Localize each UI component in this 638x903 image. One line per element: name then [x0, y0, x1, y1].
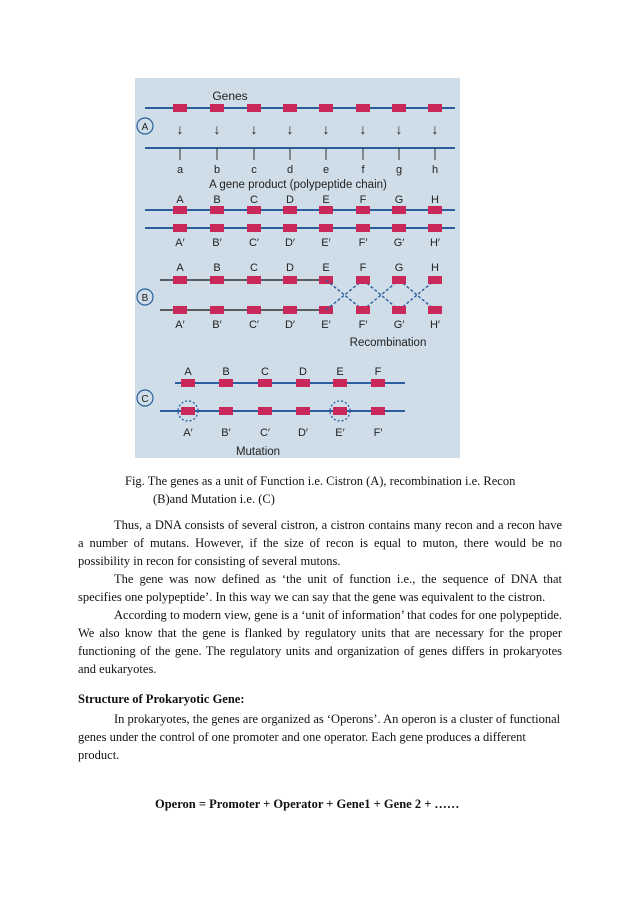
prime-3: D′: [284, 237, 296, 249]
upper-b2-5: F: [359, 262, 367, 274]
gene-b1p-7: [428, 224, 442, 232]
upper-b2-1: B: [213, 262, 221, 274]
upper-C: C: [250, 194, 258, 206]
c-upper-0: A: [184, 366, 192, 378]
arrow-down-2: ↓: [250, 121, 258, 137]
gene-a-1: [210, 104, 224, 112]
gene-b1-3: [283, 206, 297, 214]
prime-b2-7: H′: [429, 319, 441, 331]
lower-letter-c: c: [251, 164, 257, 176]
lower-letter-e: e: [322, 164, 330, 176]
upper-b2-6: G: [394, 262, 404, 274]
prime-b2-4: E′: [321, 319, 331, 331]
gene-b2p-1: [210, 306, 224, 314]
upper-F: F: [359, 194, 367, 206]
c-prime-0: A′: [183, 427, 193, 439]
gene-c-3: [296, 379, 310, 387]
caption-line-2: (B)and Mutation i.e. (C): [153, 492, 275, 506]
caption-line-1: Fig. The genes as a unit of Function i.e. Cistron (A), recombination i.e. Recon: [125, 474, 516, 488]
c-upper-1: B: [222, 366, 230, 378]
lower-letter-f: f: [361, 164, 365, 176]
upper-b2-3: D: [286, 262, 294, 274]
prime-4: E′: [321, 237, 331, 249]
gene-b1-2: [247, 206, 261, 214]
gene-b2rp-0: [356, 306, 370, 314]
c-upper-4: E: [336, 366, 344, 378]
gene-b2rp-2: [428, 306, 442, 314]
prime-b2-2: C′: [248, 319, 260, 331]
gene-cp-0: [181, 407, 195, 415]
c-prime-2: C′: [259, 427, 271, 439]
gene-a-6: [392, 104, 406, 112]
gene-cp-3: [296, 407, 310, 415]
gene-a-5: [356, 104, 370, 112]
figure-caption: [125, 472, 545, 508]
upper-G: G: [394, 194, 404, 206]
panel-a-label: A: [141, 122, 149, 133]
prime-0: A′: [175, 237, 185, 249]
paragraph-operon: In prokaryotes, the genes are organized as ‘Operons’. An operon is a cluster of functional genes under the control of one promoter and one operator. Each gene produces a different product.: [78, 712, 561, 762]
prime-b2-3: D′: [284, 319, 296, 331]
gene-b2rp-1: [392, 306, 406, 314]
gene-b1-7: [428, 206, 442, 214]
operon-formula: Operon = Promoter + Operator + Gene1 + Gene 2 + ……: [155, 797, 460, 811]
gene-product-label: A gene product (polypeptide chain): [209, 179, 387, 191]
gene-b1p-5: [356, 224, 370, 232]
arrow-down-1: ↓: [213, 121, 221, 137]
gene-c-2: [258, 379, 272, 387]
gene-c-0: [181, 379, 195, 387]
gene-b2r-0: [356, 276, 370, 284]
gene-b2-3: [283, 276, 297, 284]
upper-b2-4: E: [322, 262, 330, 274]
c-prime-3: D′: [297, 427, 309, 439]
arrow-down-7: ↓: [431, 121, 439, 137]
arrow-down-0: ↓: [176, 121, 184, 137]
prime-6: G′: [393, 237, 405, 249]
upper-E: E: [322, 194, 330, 206]
mutation-label: Mutation: [235, 446, 281, 458]
panel-c-label: C: [141, 394, 149, 405]
gene-c-5: [371, 379, 385, 387]
gene-b1p-3: [283, 224, 297, 232]
upper-B: B: [213, 194, 221, 206]
gene-a-4: [319, 104, 333, 112]
genetics-figure: [135, 78, 460, 458]
arrow-down-4: ↓: [322, 121, 330, 137]
gene-c-1: [219, 379, 233, 387]
gene-cp-4: [333, 407, 347, 415]
gene-c-4: [333, 379, 347, 387]
gene-b2-1: [210, 276, 224, 284]
paragraph-gene-definition: The gene was now defined as ‘the unit of function i.e., the sequence of DNA that specifies one polypeptide’. In this way we can say that the gene was equivalent to the cistron.: [78, 572, 562, 604]
c-prime-1: B′: [221, 427, 231, 439]
prime-b2-6: G′: [393, 319, 405, 331]
gene-b1-6: [392, 206, 406, 214]
gene-b1p-0: [173, 224, 187, 232]
gene-b2-0: [173, 276, 187, 284]
prime-b2-5: F′: [358, 319, 368, 331]
lower-letter-d: d: [286, 164, 294, 176]
arrow-down-3: ↓: [286, 121, 294, 137]
gene-b1p-2: [247, 224, 261, 232]
prime-b2-0: A′: [175, 319, 185, 331]
paragraph-cistron: Thus, a DNA consists of several cistron, a cistron contains many recon and a recon have a number of mutans. However, if the size of recon is equal to muton, there would be no possibility in recon for consisting of several mutons.: [78, 518, 562, 568]
upper-D: D: [286, 194, 294, 206]
gene-b1p-6: [392, 224, 406, 232]
c-upper-5: F: [374, 366, 382, 378]
gene-a-7: [428, 104, 442, 112]
c-prime-4: E′: [335, 427, 345, 439]
prime-7: H′: [429, 237, 441, 249]
gene-a-2: [247, 104, 261, 112]
lower-letter-b: b: [213, 164, 221, 176]
arrow-down-5: ↓: [359, 121, 367, 137]
genes-label: Genes: [212, 89, 248, 103]
arrow-down-6: ↓: [395, 121, 403, 137]
gene-b2-2: [247, 276, 261, 284]
gene-b1-5: [356, 206, 370, 214]
prime-b2-1: B′: [212, 319, 222, 331]
gene-b1-4: [319, 206, 333, 214]
paragraph-modern-view: According to modern view, gene is a ‘unit of information’ that codes for one polypeptide. We also know that the gene is flanked by regulatory units that are necessary for the proper functioning of the gene. The regulatory units and organization of genes differs in prokaryotes and eukaryotes.: [78, 608, 562, 676]
upper-H: H: [431, 194, 439, 206]
upper-b2-0: A: [176, 262, 184, 274]
section-heading: Structure of Prokaryotic Gene:: [78, 692, 245, 706]
upper-b2-2: C: [250, 262, 258, 274]
c-upper-3: D: [299, 366, 307, 378]
gene-b1p-1: [210, 224, 224, 232]
lower-letter-a: a: [176, 164, 184, 176]
upper-b2-7: H: [431, 262, 439, 274]
gene-b2p-2: [247, 306, 261, 314]
c-upper-2: C: [261, 366, 269, 378]
gene-cp-1: [219, 407, 233, 415]
upper-A: A: [176, 194, 184, 206]
figure-background: [135, 78, 460, 458]
prime-5: F′: [358, 237, 368, 249]
gene-cp-2: [258, 407, 272, 415]
lower-letter-h: h: [431, 164, 439, 176]
gene-b1-1: [210, 206, 224, 214]
gene-a-0: [173, 104, 187, 112]
gene-b2p-3: [283, 306, 297, 314]
gene-b2r-2: [428, 276, 442, 284]
gene-cp-5: [371, 407, 385, 415]
lower-letter-g: g: [395, 164, 403, 176]
prime-1: B′: [212, 237, 222, 249]
recombination-label: Recombination: [349, 337, 427, 349]
c-prime-5: F′: [373, 427, 383, 439]
gene-b1p-4: [319, 224, 333, 232]
gene-a-3: [283, 104, 297, 112]
prime-2: C′: [248, 237, 260, 249]
gene-b1-0: [173, 206, 187, 214]
gene-b2p-0: [173, 306, 187, 314]
panel-b-label: B: [141, 293, 149, 304]
gene-b2r-1: [392, 276, 406, 284]
